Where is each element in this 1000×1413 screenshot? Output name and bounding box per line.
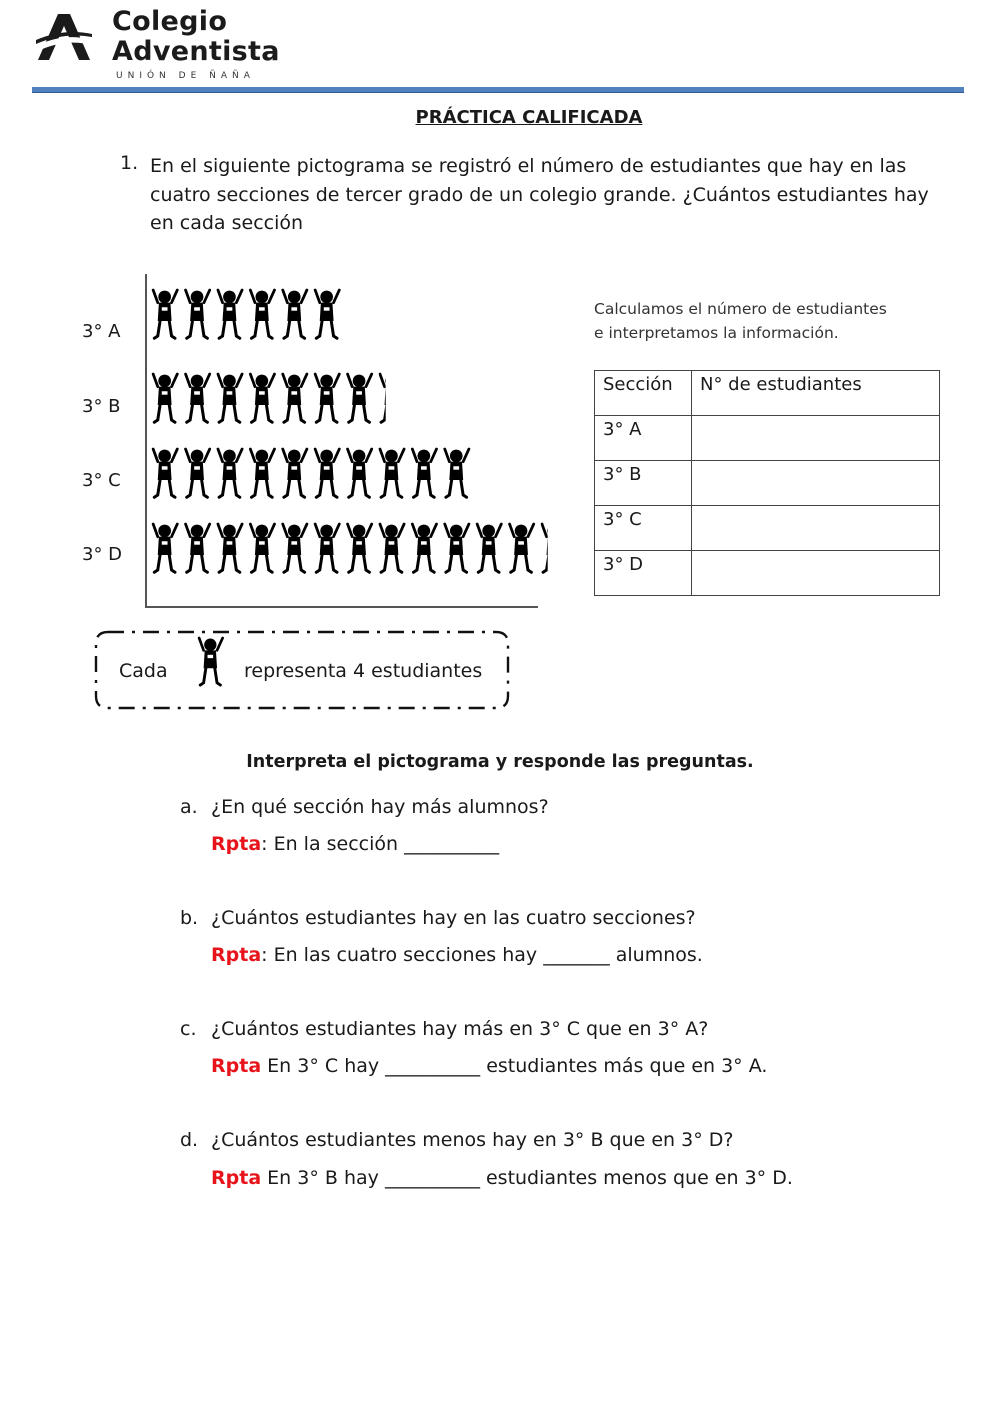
student-figure-icon (315, 374, 339, 422)
student-figure-icon (315, 449, 339, 497)
student-figure-icon (315, 290, 339, 338)
pictogram-row (153, 374, 404, 422)
question-letter: b. (180, 907, 199, 929)
rpta-label: Rpta (211, 833, 262, 855)
question-text: ¿Cuántos estudiantes hay en las cuatro secciones? (211, 907, 696, 929)
table-cell-seccion: 3° C (595, 506, 692, 551)
table-cell-estudiantes[interactable] (692, 416, 940, 461)
rpta-label: Rpta (211, 944, 262, 966)
question-letter: c. (180, 1018, 197, 1040)
student-figure-icon (315, 524, 339, 572)
table-header-cell: N° de estudiantes (692, 371, 940, 416)
rpta-label: Rpta (211, 1055, 262, 1077)
student-figure-icon (412, 524, 436, 572)
row-label: 3° C (82, 470, 121, 491)
table-cell-seccion: 3° D (595, 551, 692, 596)
student-figure-icon (445, 524, 469, 572)
student-figure-icon (348, 449, 372, 497)
row-label: 3° D (82, 544, 123, 565)
question-text: ¿Cuántos estudiantes menos hay en 3° B que en 3° D? (211, 1129, 734, 1151)
side-note-line1: Calculamos el número de estudiantes (594, 300, 887, 318)
student-figure-icon (218, 449, 242, 497)
answer-line (211, 833, 499, 855)
answer-text[interactable]: En 3° C hay __________ estudiantes más que en 3° A. (261, 1055, 768, 1077)
page-title: PRÁCTICA CALIFICADA (415, 107, 643, 128)
student-figure-icon (186, 374, 210, 422)
question-number: 1. (120, 152, 139, 174)
question-letter: a. (180, 796, 198, 818)
brand-name-line2: Adventista (112, 36, 280, 67)
question-text: ¿Cuántos estudiantes hay más en 3° C que en 3° A? (211, 1018, 709, 1040)
table-row (595, 461, 940, 506)
school-logo-icon (34, 12, 94, 62)
legend-prefix: Cada (119, 660, 168, 682)
question-text: En el siguiente pictograma se registró el número de estudiantes que hay en las cuatro secciones de tercer grado de un colegio grande. ¿Cuántos estudiantes hay en cada sección (150, 155, 929, 234)
side-note (594, 297, 887, 345)
table-header-cell: Sección (595, 371, 692, 416)
row-label: 3° B (82, 396, 121, 417)
student-figure-icon (283, 290, 307, 338)
student-figure-icon (153, 374, 177, 422)
student-figure-icon (250, 524, 274, 572)
student-figure-icon (283, 374, 307, 422)
brand-subtitle: UNIÓN DE ÑAÑA (116, 71, 255, 81)
pictogram-row (153, 524, 550, 572)
student-figure-icon (348, 374, 372, 422)
table-cell-estudiantes[interactable] (692, 551, 940, 596)
table-cell-estudiantes[interactable] (692, 461, 940, 506)
pictogram-chart (70, 262, 550, 614)
rpta-label: Rpta (211, 1167, 262, 1189)
table-row (595, 551, 940, 596)
answer-text[interactable]: : En las cuatro secciones hay _______ alumnos. (261, 944, 703, 966)
student-figure-icon (445, 449, 469, 497)
answer-table (594, 370, 940, 596)
student-figure-icon (283, 524, 307, 572)
table-cell-estudiantes[interactable] (692, 506, 940, 551)
student-figure-icon (186, 449, 210, 497)
student-figure-icon (250, 449, 274, 497)
pictogram-row (153, 290, 339, 338)
student-figure-icon (380, 449, 404, 497)
brand-name-line1: Colegio (112, 6, 228, 37)
answer-line (211, 1167, 793, 1189)
question-letter: d. (180, 1129, 199, 1151)
row-label: 3° A (82, 321, 121, 342)
student-figure-icon (250, 290, 274, 338)
student-figure-icon (218, 524, 242, 572)
student-figure-icon (412, 449, 436, 497)
student-figure-icon (380, 524, 404, 572)
table-cell-seccion: 3° A (595, 416, 692, 461)
student-figure-icon (348, 524, 372, 572)
student-figure-icon (510, 524, 534, 572)
question-text: ¿En qué sección hay más alumnos? (211, 796, 549, 818)
student-figure-icon (283, 449, 307, 497)
pictogram-row (153, 449, 469, 497)
side-note-line2: e interpretamos la información. (594, 324, 839, 342)
instructions: Interpreta el pictograma y responde las preguntas. (246, 752, 754, 772)
table-row (595, 506, 940, 551)
student-figure-icon (186, 524, 210, 572)
student-figure-icon (218, 290, 242, 338)
student-figure-icon (477, 524, 501, 572)
student-figure-icon (218, 374, 242, 422)
answer-line (211, 944, 703, 966)
table-header-row (595, 371, 940, 416)
student-figure-icon (153, 290, 177, 338)
legend-suffix: representa 4 estudiantes (244, 660, 483, 682)
header-divider (32, 87, 964, 93)
answer-line (211, 1055, 767, 1077)
student-figure-icon (250, 374, 274, 422)
table-row (595, 416, 940, 461)
student-figure-icon (153, 524, 177, 572)
answer-text[interactable]: En 3° B hay __________ estudiantes menos que en 3° D. (261, 1167, 793, 1189)
student-figure-partial-icon (542, 524, 550, 572)
student-figure-icon (199, 638, 223, 685)
student-figure-icon (186, 290, 210, 338)
answer-text[interactable]: : En la sección __________ (261, 833, 500, 855)
student-figure-partial-icon (380, 374, 404, 422)
table-cell-seccion: 3° B (595, 461, 692, 506)
student-figure-icon (153, 449, 177, 497)
